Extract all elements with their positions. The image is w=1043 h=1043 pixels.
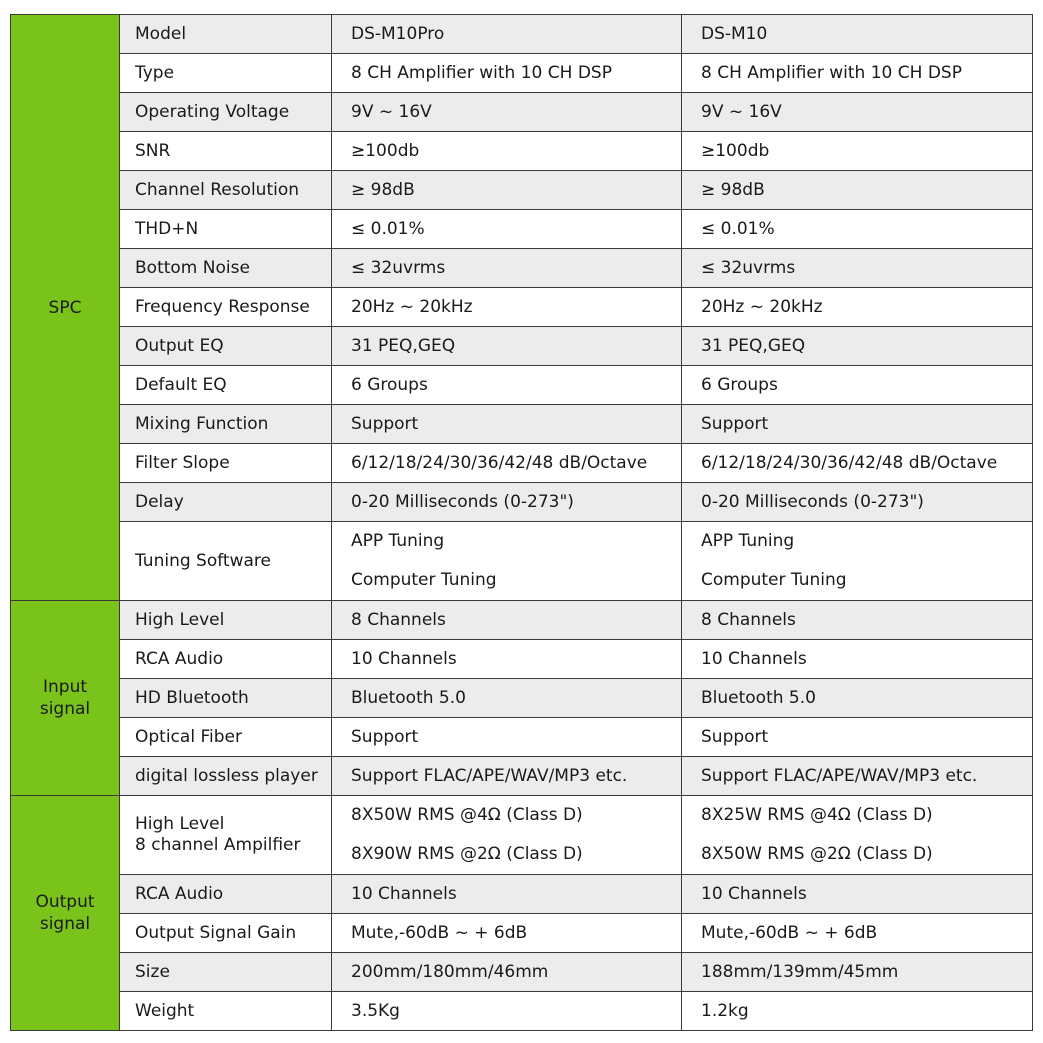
value-ds-m10: 10 Channels bbox=[682, 640, 1033, 679]
value-ds-m10: 0-20 Milliseconds (0-273") bbox=[682, 483, 1033, 522]
value-line: Computer Tuning bbox=[701, 570, 847, 590]
section-label: Input bbox=[42, 677, 88, 697]
row-label: Tuning Software bbox=[120, 522, 332, 601]
value-ds-m10: ≥ 98dB bbox=[682, 171, 1033, 210]
row-label: Bottom Noise bbox=[120, 249, 332, 288]
row-label: digital lossless player bbox=[120, 757, 332, 796]
value-ds-m10pro: 200mm/180mm/46mm bbox=[332, 953, 682, 992]
row-label: Mixing Function bbox=[120, 405, 332, 444]
row-label: Channel Resolution bbox=[120, 171, 332, 210]
table-row bbox=[11, 210, 1033, 249]
row-label: Weight bbox=[120, 992, 332, 1031]
row-label: HD Bluetooth bbox=[120, 679, 332, 718]
value-ds-m10pro: Support FLAC/APE/WAV/MP3 etc. bbox=[332, 757, 682, 796]
table-row bbox=[11, 718, 1033, 757]
value-ds-m10: Mute,-60dB ~ + 6dB bbox=[682, 914, 1033, 953]
table-row bbox=[11, 796, 1033, 875]
row-label: Type bbox=[120, 54, 332, 93]
table-row bbox=[11, 757, 1033, 796]
section-label: SPC bbox=[48, 297, 82, 318]
table-row bbox=[11, 288, 1033, 327]
value-ds-m10: Support bbox=[682, 718, 1033, 757]
value-line: APP Tuning bbox=[351, 531, 445, 551]
value-ds-m10: DS-M10 bbox=[682, 15, 1033, 54]
table-row bbox=[11, 640, 1033, 679]
row-label: Operating Voltage bbox=[120, 93, 332, 132]
value-ds-m10pro: Mute,-60dB ~ + 6dB bbox=[332, 914, 682, 953]
table-row bbox=[11, 327, 1033, 366]
table-row bbox=[11, 601, 1033, 640]
value-ds-m10 bbox=[682, 796, 1033, 875]
section-label: Output bbox=[35, 892, 95, 912]
value-ds-m10pro: 6/12/18/24/30/36/42/48 dB/Octave bbox=[332, 444, 682, 483]
table-row bbox=[11, 15, 1033, 54]
value-ds-m10: 31 PEQ,GEQ bbox=[682, 327, 1033, 366]
label-line: High Level bbox=[135, 814, 225, 834]
value-ds-m10: 6 Groups bbox=[682, 366, 1033, 405]
row-label: RCA Audio bbox=[120, 640, 332, 679]
value-ds-m10: 10 Channels bbox=[682, 875, 1033, 914]
row-label: Model bbox=[120, 15, 332, 54]
table-row bbox=[11, 483, 1033, 522]
value-ds-m10pro: 10 Channels bbox=[332, 640, 682, 679]
table-row bbox=[11, 249, 1033, 288]
value-ds-m10pro bbox=[332, 796, 682, 875]
table-row bbox=[11, 171, 1033, 210]
row-label: Filter Slope bbox=[120, 444, 332, 483]
value-ds-m10: Support FLAC/APE/WAV/MP3 etc. bbox=[682, 757, 1033, 796]
value-ds-m10pro: ≥ 98dB bbox=[332, 171, 682, 210]
value-ds-m10 bbox=[682, 522, 1033, 601]
value-line: Computer Tuning bbox=[351, 570, 497, 590]
table-row bbox=[11, 366, 1033, 405]
value-ds-m10pro: ≤ 0.01% bbox=[332, 210, 682, 249]
value-ds-m10: 6/12/18/24/30/36/42/48 dB/Octave bbox=[682, 444, 1033, 483]
section-label: signal bbox=[39, 914, 91, 934]
table-row bbox=[11, 953, 1033, 992]
row-label: Output Signal Gain bbox=[120, 914, 332, 953]
value-ds-m10: 20Hz ~ 20kHz bbox=[682, 288, 1033, 327]
value-ds-m10pro: Support bbox=[332, 405, 682, 444]
value-ds-m10pro: DS-M10Pro bbox=[332, 15, 682, 54]
value-ds-m10: 8 CH Amplifier with 10 CH DSP bbox=[682, 54, 1033, 93]
row-label: RCA Audio bbox=[120, 875, 332, 914]
value-ds-m10pro: 31 PEQ,GEQ bbox=[332, 327, 682, 366]
section-input-signal bbox=[11, 601, 120, 796]
row-label: Size bbox=[120, 953, 332, 992]
value-ds-m10pro: 9V ~ 16V bbox=[332, 93, 682, 132]
value-ds-m10pro: 20Hz ~ 20kHz bbox=[332, 288, 682, 327]
row-label: Optical Fiber bbox=[120, 718, 332, 757]
section-label: signal bbox=[39, 699, 91, 719]
section-spc bbox=[11, 15, 120, 601]
label-line: 8 channel Ampilfier bbox=[135, 835, 301, 855]
section-output-signal bbox=[11, 796, 120, 1031]
value-line: 8X25W RMS @4Ω (Class D) bbox=[701, 805, 933, 825]
value-ds-m10: 8 Channels bbox=[682, 601, 1033, 640]
row-label: Delay bbox=[120, 483, 332, 522]
value-ds-m10: ≥100db bbox=[682, 132, 1033, 171]
row-label: THD+N bbox=[120, 210, 332, 249]
value-ds-m10: 9V ~ 16V bbox=[682, 93, 1033, 132]
value-ds-m10: Bluetooth 5.0 bbox=[682, 679, 1033, 718]
value-ds-m10pro: 8 Channels bbox=[332, 601, 682, 640]
value-ds-m10: Support bbox=[682, 405, 1033, 444]
table-row bbox=[11, 875, 1033, 914]
value-ds-m10pro: 3.5Kg bbox=[332, 992, 682, 1031]
value-ds-m10pro: 10 Channels bbox=[332, 875, 682, 914]
table-row bbox=[11, 54, 1033, 93]
value-line: APP Tuning bbox=[701, 531, 795, 551]
spec-table bbox=[10, 14, 1033, 1031]
row-label: Frequency Response bbox=[120, 288, 332, 327]
value-ds-m10pro: 0-20 Milliseconds (0-273") bbox=[332, 483, 682, 522]
value-ds-m10pro: Bluetooth 5.0 bbox=[332, 679, 682, 718]
table-row bbox=[11, 132, 1033, 171]
row-label: Default EQ bbox=[120, 366, 332, 405]
value-line: 8X50W RMS @2Ω (Class D) bbox=[701, 844, 933, 864]
table-row bbox=[11, 992, 1033, 1031]
value-ds-m10: ≤ 32uvrms bbox=[682, 249, 1033, 288]
row-label: SNR bbox=[120, 132, 332, 171]
value-ds-m10pro: ≥100db bbox=[332, 132, 682, 171]
row-label: High Level bbox=[120, 601, 332, 640]
value-line: 8X90W RMS @2Ω (Class D) bbox=[351, 844, 583, 864]
row-label: Output EQ bbox=[120, 327, 332, 366]
table-row bbox=[11, 914, 1033, 953]
value-ds-m10pro: 6 Groups bbox=[332, 366, 682, 405]
value-line: 8X50W RMS @4Ω (Class D) bbox=[351, 805, 583, 825]
value-ds-m10pro bbox=[332, 522, 682, 601]
table-row bbox=[11, 679, 1033, 718]
value-ds-m10pro: Support bbox=[332, 718, 682, 757]
value-ds-m10: ≤ 0.01% bbox=[682, 210, 1033, 249]
row-label bbox=[120, 796, 332, 875]
table-row bbox=[11, 444, 1033, 483]
table-row bbox=[11, 522, 1033, 601]
value-ds-m10pro: 8 CH Amplifier with 10 CH DSP bbox=[332, 54, 682, 93]
table-row bbox=[11, 93, 1033, 132]
value-ds-m10: 1.2kg bbox=[682, 992, 1033, 1031]
value-ds-m10pro: ≤ 32uvrms bbox=[332, 249, 682, 288]
table-row bbox=[11, 405, 1033, 444]
value-ds-m10: 188mm/139mm/45mm bbox=[682, 953, 1033, 992]
